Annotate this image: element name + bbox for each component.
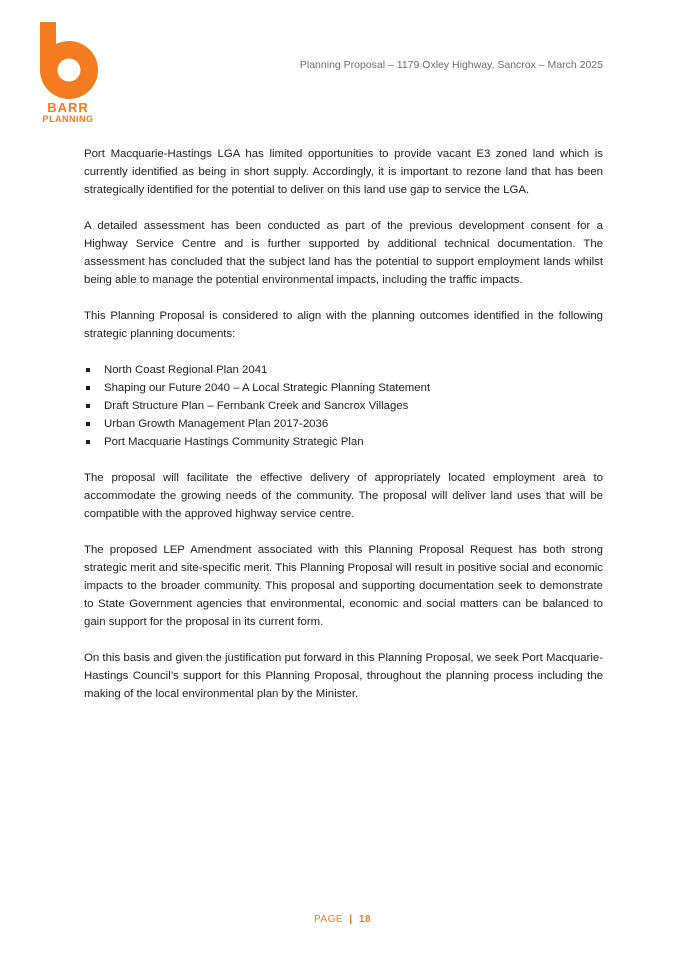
logo-brand-name: BARR (47, 100, 89, 115)
document-body (84, 145, 603, 721)
bullet-icon (86, 368, 90, 372)
list-item (84, 397, 603, 415)
running-header: Planning Proposal – 1179 Oxley Highway, Sancrox – March 2025 (299, 59, 603, 71)
barr-logo-icon (36, 20, 100, 100)
page-separator: | (349, 914, 353, 925)
list-item-text: Port Macquarie Hastings Community Strategic Plan (104, 436, 364, 448)
page-label: PAGE (313, 914, 344, 925)
list-item-text: North Coast Regional Plan 2041 (104, 364, 268, 376)
paragraph: This Planning Proposal is considered to align with the planning outcomes identified in the following strategic planning documents: (84, 310, 603, 340)
paragraph: On this basis and given the justification put forward in this Planning Proposal, we seek Port Macquarie-Hastings Council’s support for this Planning Proposal, throughout the planning process including the making of the local environmental plan by the Minister. (84, 652, 603, 700)
bullet-icon (86, 440, 90, 444)
list-item-text: Shaping our Future 2040 – A Local Strategic Planning Statement (104, 382, 431, 394)
bullet-icon (86, 404, 90, 408)
strategic-documents-list (84, 361, 603, 451)
list-item-text: Draft Structure Plan – Fernbank Creek and Sancrox Villages (104, 400, 409, 412)
list-item (84, 433, 603, 451)
list-item (84, 361, 603, 379)
list-item (84, 379, 603, 397)
page-footer (0, 914, 685, 925)
bullet-icon (86, 422, 90, 426)
paragraph: A detailed assessment has been conducted as part of the previous development consent for a Highway Service Centre and is further supported by additional technical documentation. The assessment has concluded that the subject land has the potential to support employment lands whilst being able to manage the potential environmental impacts, including the traffic impacts. (84, 220, 603, 286)
barr-planning-logo (36, 20, 100, 128)
page-number: 18 (358, 914, 372, 925)
paragraph: Port Macquarie-Hastings LGA has limited opportunities to provide vacant E3 zoned land which is currently identified as being in short supply. Accordingly, it is important to rezone land that has been strategically identified for the potential to deliver on this land use gap to service the LGA. (84, 148, 603, 196)
bullet-icon (86, 386, 90, 390)
list-item (84, 415, 603, 433)
paragraph: The proposed LEP Amendment associated with this Planning Proposal Request has both strong strategic merit and site-specific merit. This Planning Proposal will result in positive social and economic impacts to the broader community. This proposal and supporting documentation seek to demonstrate to State Government agencies that environmental, economic and social matters can be balanced to gain support for the proposal in its current form. (84, 544, 603, 628)
logo-brand-subtitle: PLANNING (42, 114, 94, 124)
paragraph: The proposal will facilitate the effective delivery of appropriately located employment area to accommodate the growing needs of the community. The proposal will deliver land uses that will be compatible with the approved highway service centre. (84, 472, 603, 520)
list-item-text: Urban Growth Management Plan 2017-2036 (104, 418, 329, 430)
